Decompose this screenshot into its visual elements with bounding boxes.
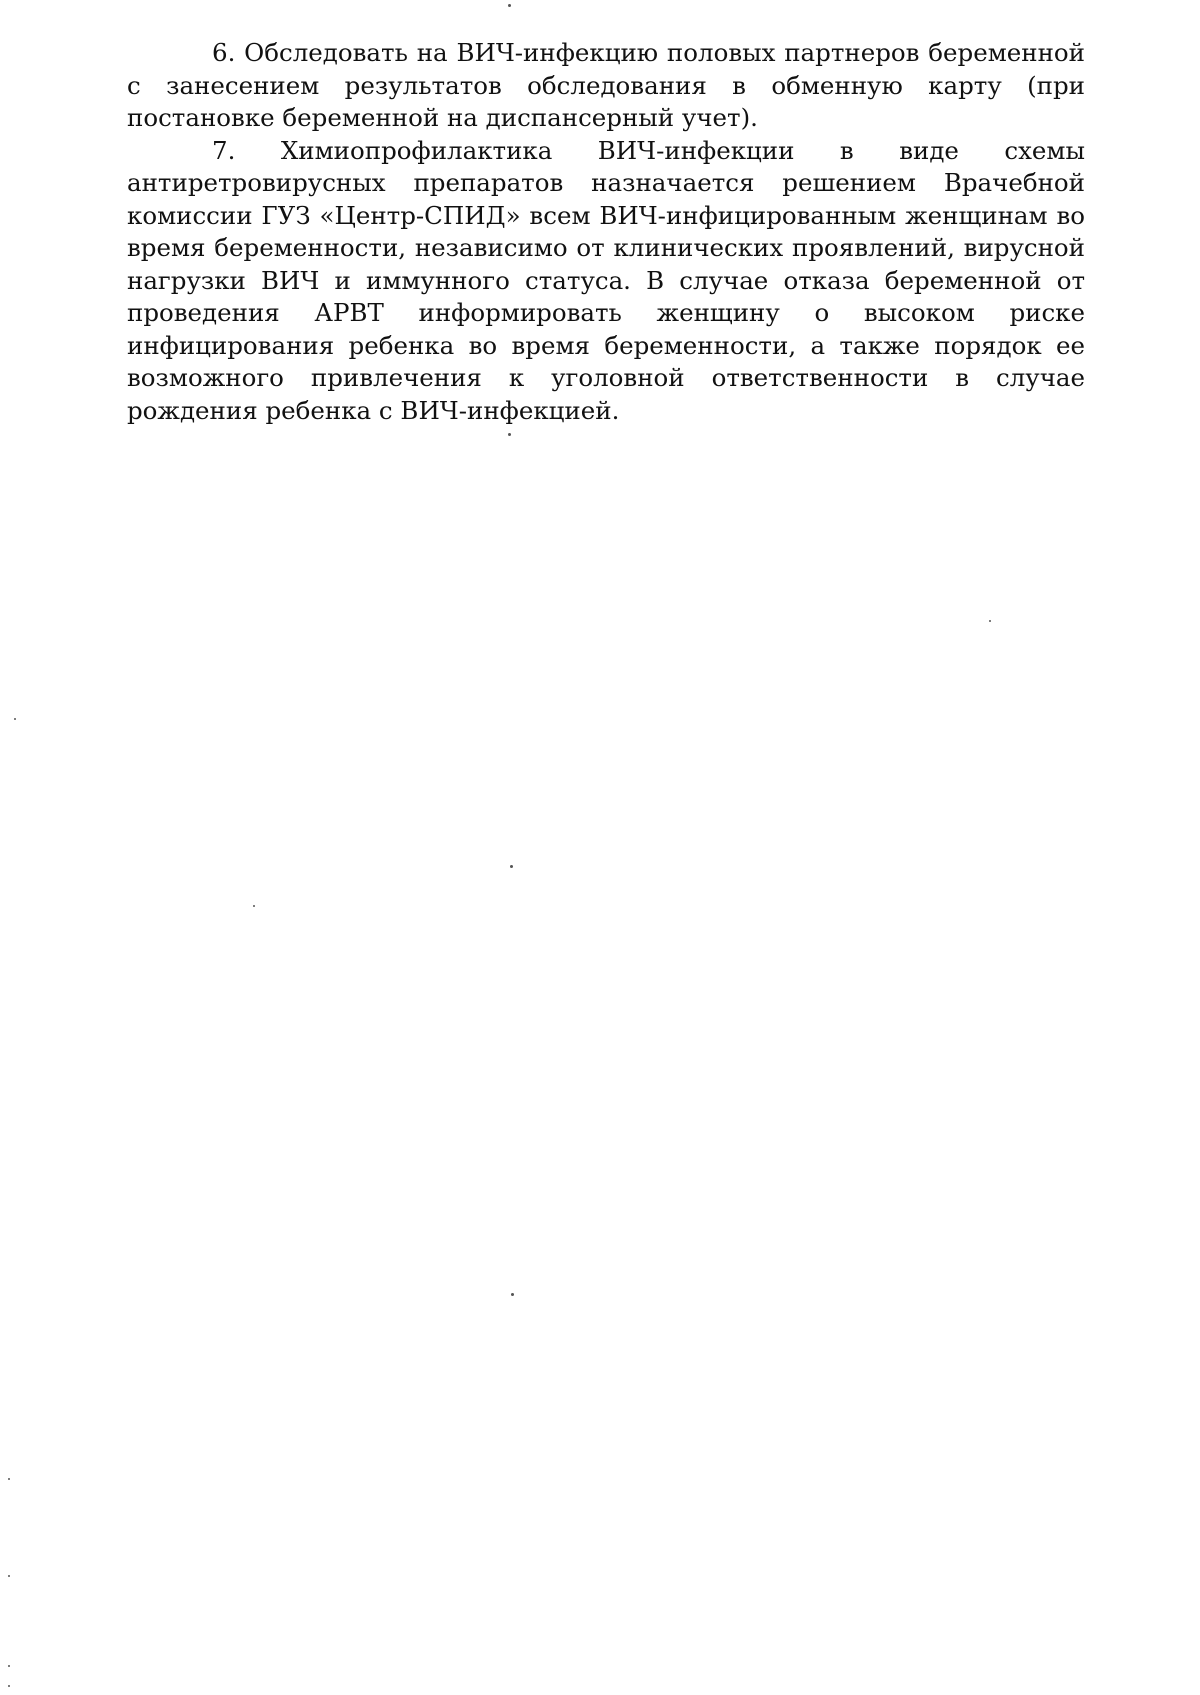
scan-speck	[511, 1293, 514, 1296]
scan-speck	[508, 4, 511, 7]
paragraph-7: 7. Химиопрофилактика ВИЧ-инфекции в виде схемы антиретровирусных препаратов назначается решением Врачебной комиссии ГУЗ «Центр-СПИД» всем ВИЧ-инфицированным женщинам во время беременности, независимо от клинических проявлений, вирусной нагрузки ВИЧ и иммунного статуса. В случае отказа беременной от проведения АРВТ информировать женщину о высоком риске инфицирования ребенка во время беременности, а также порядок ее возможного привлечения к уголовной ответственности в случае рождения ребенка с ВИЧ-инфекцией.	[127, 135, 1085, 425]
scan-speck	[8, 1575, 10, 1577]
scan-speck	[8, 1478, 10, 1480]
document-body	[127, 37, 1085, 427]
paragraph-6: 6. Обследовать на ВИЧ-инфекцию половых партнеров беременной с занесением результатов обследования в обменную карту (при постановке беременной на диспансерный учет).	[127, 38, 1085, 132]
scan-speck	[510, 865, 513, 868]
scan-speck	[8, 1665, 10, 1667]
scan-speck	[14, 718, 16, 720]
scan-speck	[8, 1685, 10, 1687]
scan-speck	[253, 905, 255, 907]
scan-speck	[508, 433, 511, 436]
scan-speck	[989, 620, 991, 622]
